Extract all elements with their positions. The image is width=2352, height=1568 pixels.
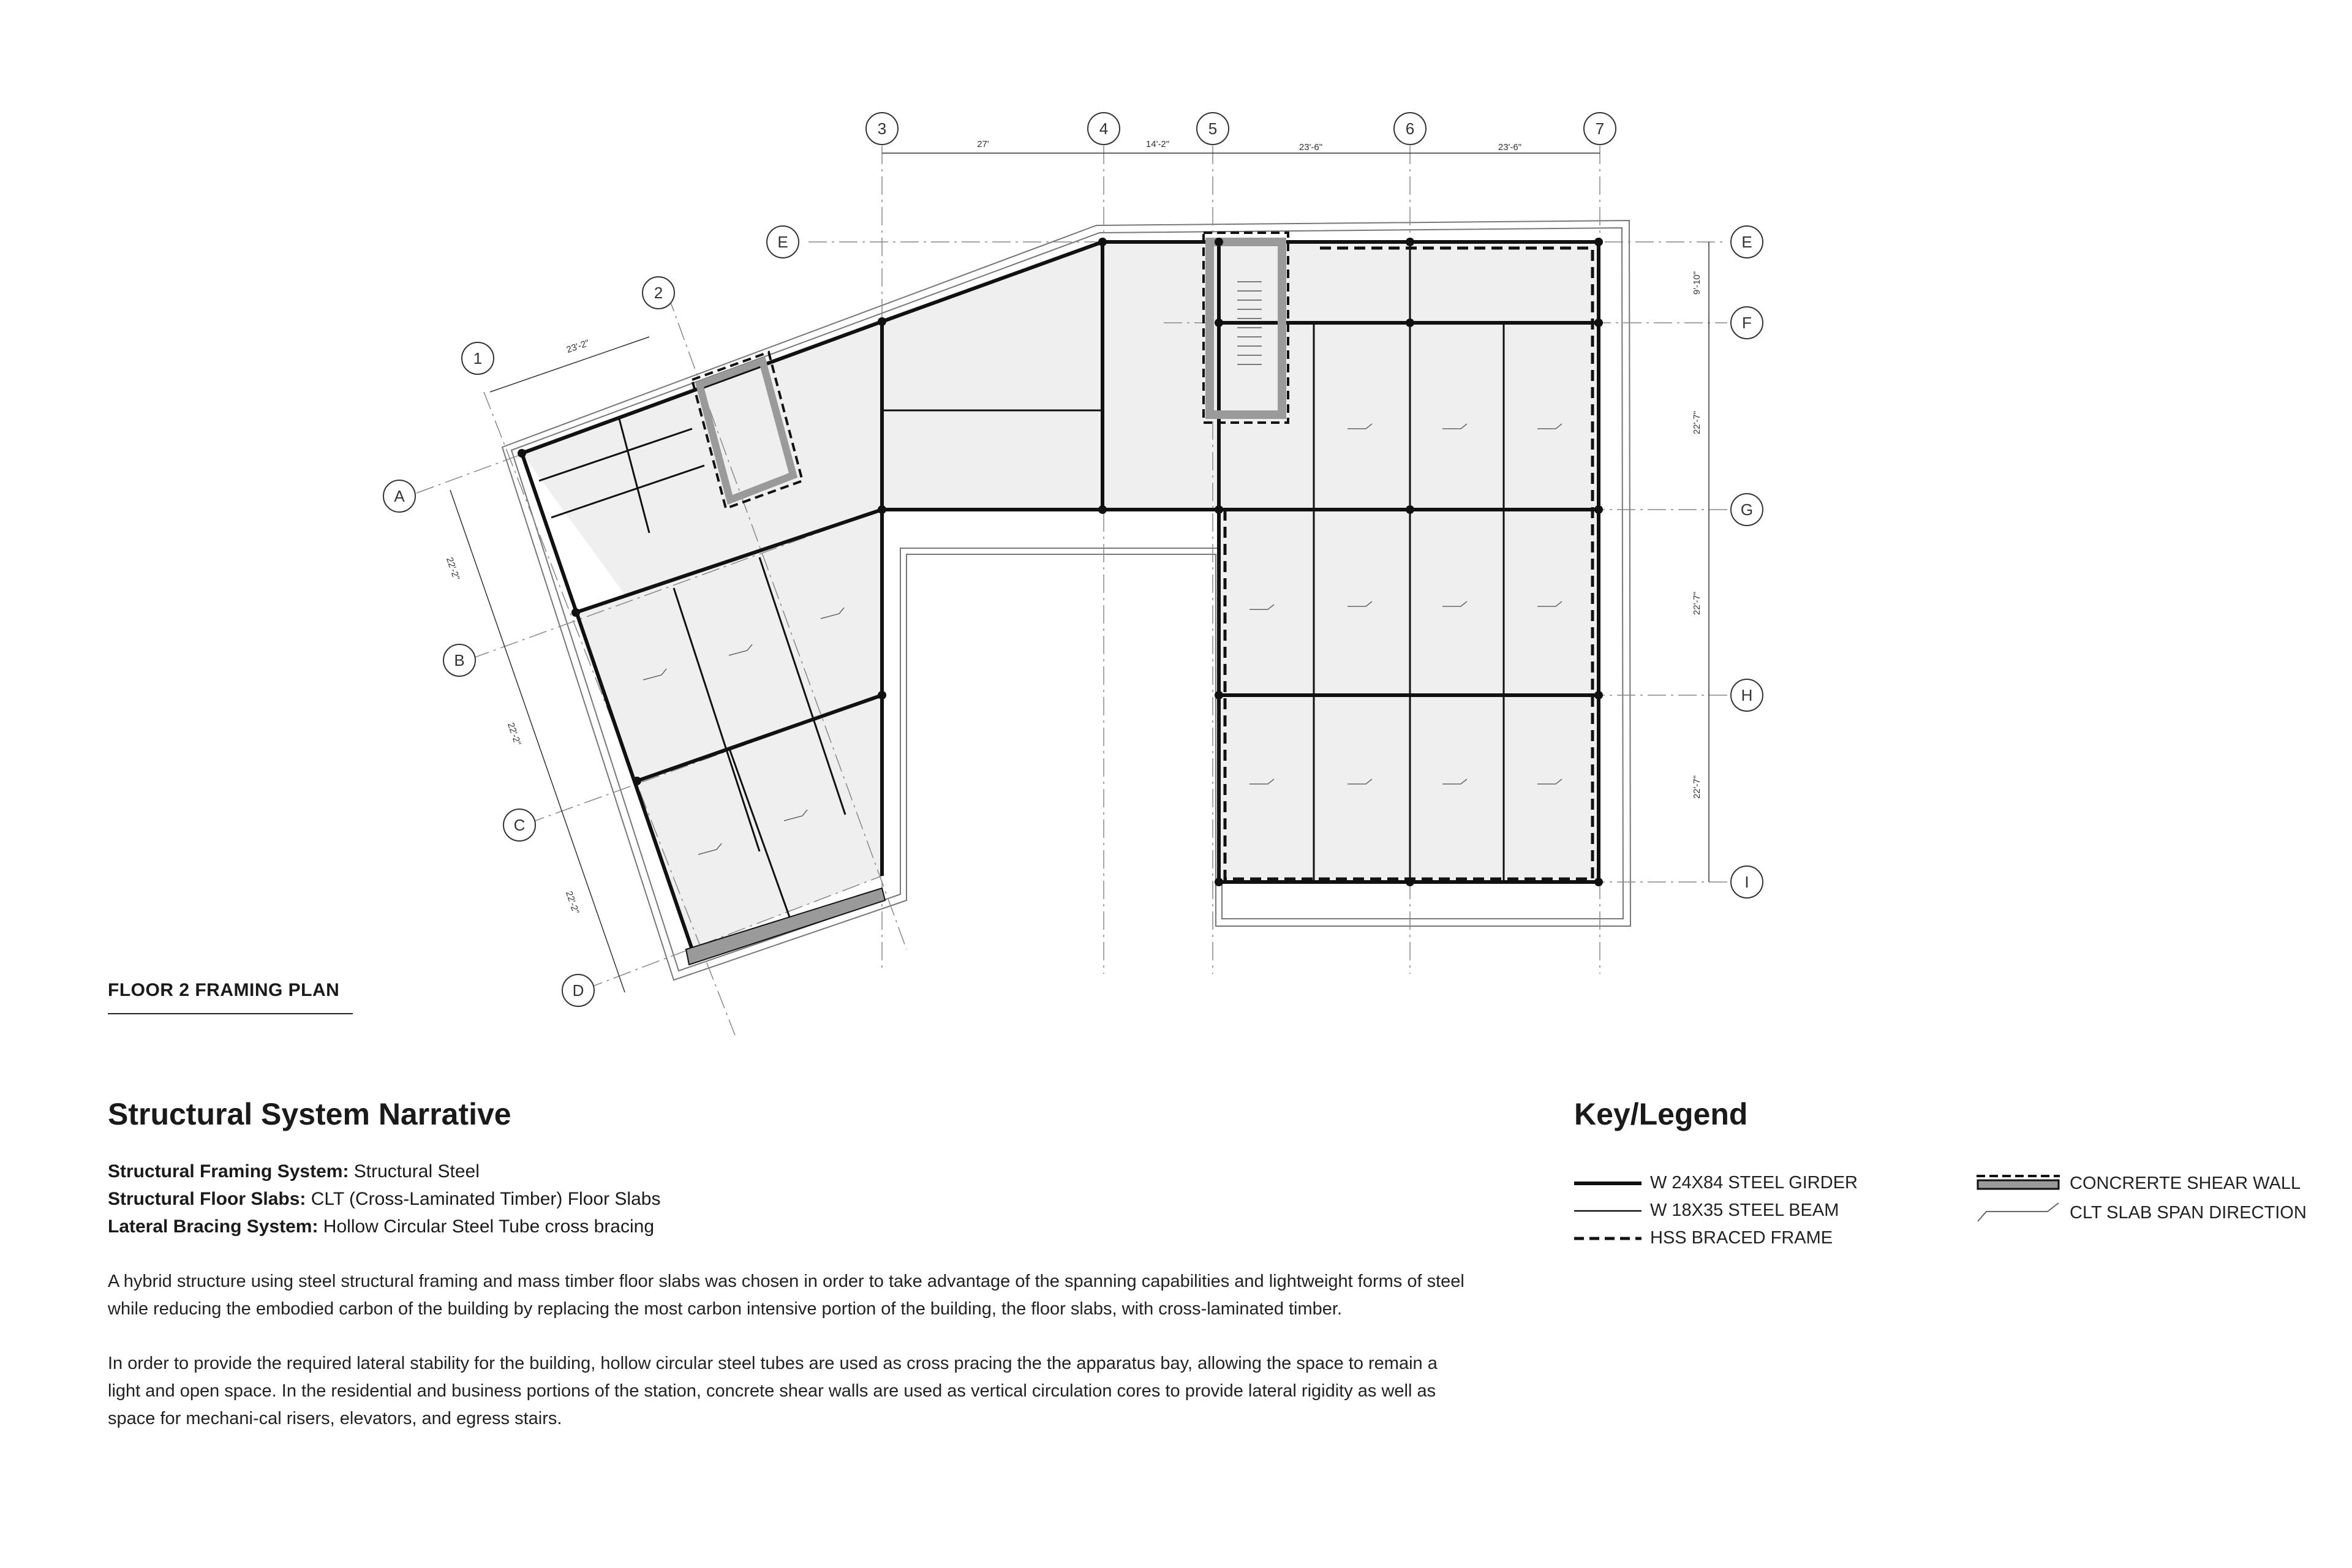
- girder-swatch: [1574, 1174, 1642, 1193]
- legend-shear-wall: CONCRERTE SHEAR WALL: [1975, 1173, 2301, 1194]
- floor-slabs-row: Structural Floor Slabs: CLT (Cross-Laminated Timber) Floor Slabs: [108, 1189, 661, 1209]
- svg-text:22'-7": 22'-7": [1692, 410, 1702, 435]
- grid-row-b: B: [454, 651, 465, 669]
- grid-column-1: 1: [473, 349, 483, 368]
- svg-text:14'-2": 14'-2": [1145, 139, 1170, 149]
- legend-heading: Key/Legend: [1574, 1097, 1748, 1131]
- svg-text:22'-7": 22'-7": [1692, 591, 1702, 616]
- grid-column-4: 4: [1099, 119, 1109, 138]
- grid-column-2: 2: [654, 284, 663, 302]
- clt-slab-areas: [522, 242, 1599, 949]
- grid-row-c: C: [513, 816, 526, 834]
- grid-column-7: 7: [1595, 119, 1605, 138]
- slab-span-icon: [1975, 1200, 2061, 1225]
- legend-braced-frame: HSS BRACED FRAME: [1574, 1228, 1833, 1248]
- grid-row-f: F: [1742, 314, 1752, 332]
- grid-row-e: E: [1741, 233, 1752, 251]
- braced-frame-swatch: [1574, 1229, 1642, 1248]
- shear-wall-swatch: [1975, 1173, 2061, 1194]
- plan-title-underline: [108, 1013, 353, 1014]
- grid-row-a: A: [394, 487, 405, 505]
- narrative-heading: Structural System Narrative: [108, 1097, 511, 1131]
- grid-column-5: 5: [1208, 119, 1218, 138]
- svg-text:9'-10": 9'-10": [1692, 271, 1702, 295]
- framing-system-row: Structural Framing System: Structural Steel: [108, 1161, 480, 1182]
- grid-row-h: H: [1741, 686, 1753, 704]
- narrative-paragraph-2: In order to provide the required lateral stability for the building, hollow circular steel tubes are used as cross pracing the the apparatus bay, allowing the space to remain a light and open space. In the residential and business portions of the station, concrete shear walls are used as vertical circulation cores to provide lateral rigidity as well as space for mechani-cal risers, elevators, and egress stairs.: [108, 1354, 1438, 1428]
- grid-row-d: D: [572, 981, 584, 1000]
- legend-slab-span: CLT SLAB SPAN DIRECTION: [1975, 1200, 2307, 1225]
- grid-row-e-left: E: [777, 233, 788, 251]
- svg-text:22'-2": 22'-2": [443, 556, 462, 582]
- svg-text:23'-6": 23'-6": [1498, 142, 1522, 153]
- svg-text:22'-2": 22'-2": [505, 721, 523, 747]
- grid-row-i: I: [1744, 873, 1749, 891]
- grid-row-g: G: [1740, 500, 1754, 519]
- system-facts: [108, 1158, 660, 1240]
- svg-text:27': 27': [977, 139, 989, 149]
- lateral-bracing-row: Lateral Bracing System: Hollow Circular Steel Tube cross bracing: [108, 1216, 655, 1237]
- svg-text:22'-2": 22'-2": [563, 889, 581, 916]
- narrative-paragraph-1: A hybrid structure using steel structural framing and mass timber floor slabs was chosen in order to take advantage of the spanning capabilities and lightweight forms of steel while reducing the embodied carbon of the building by replacing the most carbon intensive portion of the building, the floor slabs, with cross-laminated timber.: [108, 1272, 1464, 1319]
- svg-text:23'-6": 23'-6": [1298, 142, 1323, 153]
- svg-text:23'-2": 23'-2": [565, 337, 591, 356]
- plan-title: FLOOR 2 FRAMING PLAN: [108, 980, 340, 1000]
- grid-column-6: 6: [1405, 119, 1415, 138]
- legend-girder: W 24X84 STEEL GIRDER: [1574, 1173, 1858, 1193]
- svg-text:22'-7": 22'-7": [1692, 775, 1702, 799]
- grid-column-3: 3: [877, 119, 887, 138]
- beam-swatch: [1574, 1202, 1642, 1220]
- legend-beam: W 18X35 STEEL BEAM: [1574, 1200, 1839, 1221]
